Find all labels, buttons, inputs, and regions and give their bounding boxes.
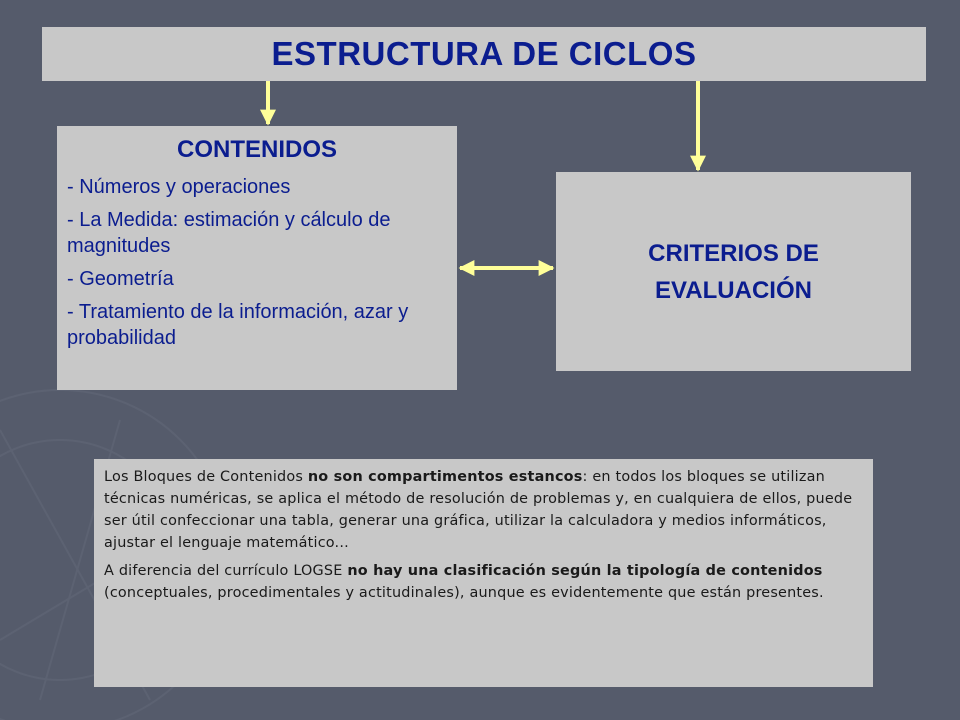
- contenidos-heading: CONTENIDOS: [176, 136, 337, 163]
- title-box: [42, 27, 926, 81]
- note-text: Los Bloques de Contenidos: [104, 469, 308, 485]
- note-emphasis: no hay una clasificación según la tipología de contenidos: [347, 563, 823, 579]
- note-text: A diferencia del currículo LOGSE: [104, 563, 348, 579]
- note-box: [94, 459, 873, 687]
- contenidos-item: - La Medida: estimación y cálculo de magnitudes: [67, 209, 391, 257]
- contenidos-item: - Geometría: [67, 268, 174, 290]
- note-text: (conceptuales, procedimentales y actitudinales), aunque es evidentemente que están presentes.: [104, 585, 824, 601]
- note-paragraph-2: [104, 560, 863, 604]
- contenidos-box: [57, 126, 457, 390]
- note-paragraph-1: [104, 466, 863, 554]
- diagram-title: ESTRUCTURA DE CICLOS: [271, 35, 697, 72]
- contenidos-item: - Números y operaciones: [67, 176, 291, 198]
- note-emphasis: no son compartimentos estancos: [307, 469, 583, 485]
- contenidos-item: - Tratamiento de la información, azar y probabilidad: [67, 301, 409, 349]
- criterios-box: [556, 172, 911, 371]
- note-text: : en todos los bloques se utilizan técnicas numéricas, se aplica el método de resolución de problemas y, en cualquiera de ellos, puede ser útil confeccionar una tabla, generar una gráfica, utilizar la calculadora y medios informáticos, ajustar el lenguaje matemático...: [104, 469, 853, 551]
- criterios-label: CRITERIOS DE EVALUACIÓN: [648, 239, 819, 304]
